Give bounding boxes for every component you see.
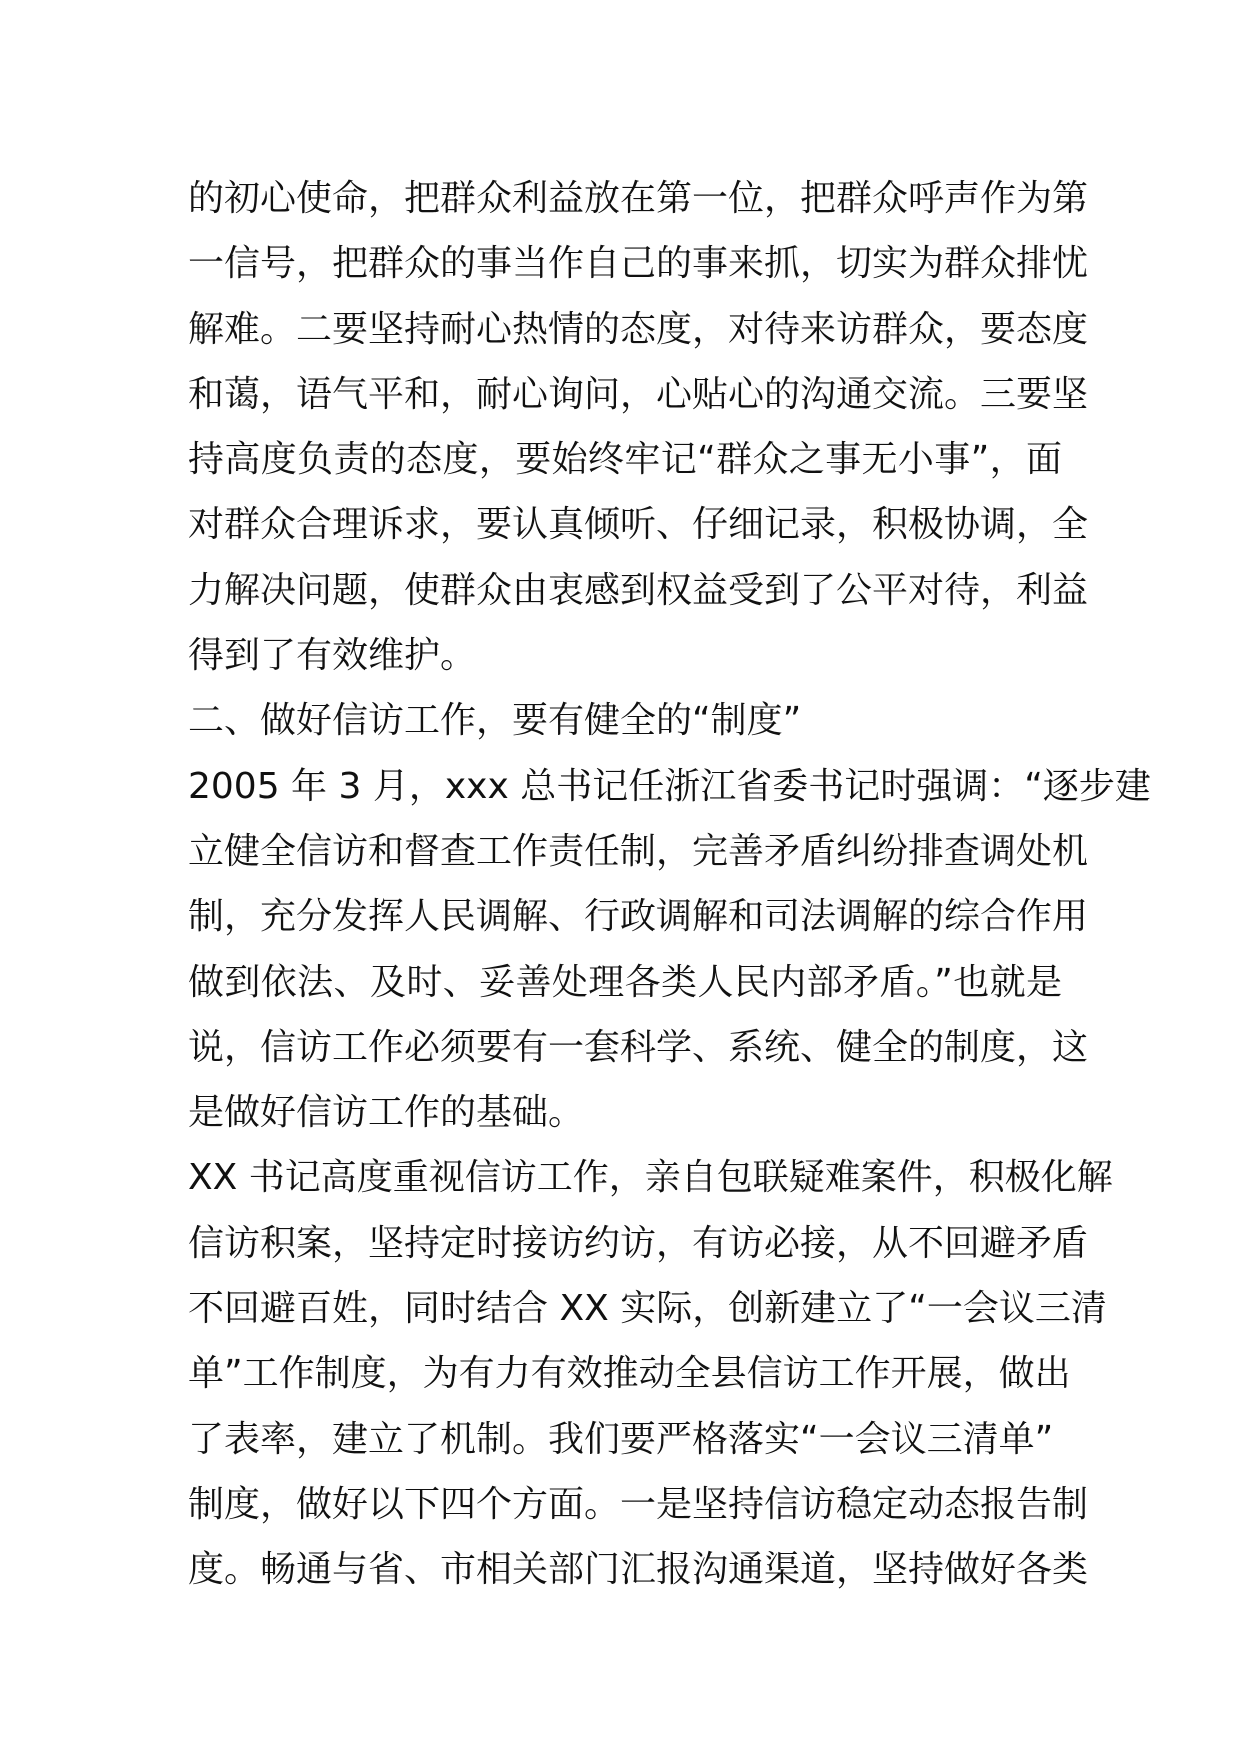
text-line: 2005 年 3 月，xxx 总书记任浙江省委书记时强调：“逐步建 [188, 765, 1151, 807]
text-line: 说，信访工作必须要有一套科学、系统、健全的制度，这 [188, 1026, 1089, 1068]
text-line: 做到依法、及时、妥善处理各类人民内部矛盾。”也就是 [188, 961, 1062, 1003]
text-line: XX 书记高度重视信访工作，亲自包联疑难案件，积极化解 [188, 1157, 1113, 1199]
text-line: 力解决问题，使群众由衷感到权益受到了公平对待，利益 [188, 569, 1089, 611]
text-line: 制度，做好以下四个方面。一是坚持信访稳定动态报告制 [188, 1483, 1089, 1525]
text-line: 得到了有效维护。 [188, 635, 477, 677]
text-line: 是做好信访工作的基础。 [188, 1092, 585, 1134]
text-line: 不回避百姓，同时结合 XX 实际，创新建立了“一会议三清 [188, 1288, 1107, 1330]
text-line: 对群众合理诉求，要认真倾听、仔细记录，积极协调，全 [188, 504, 1089, 546]
text-line: 持高度负责的态度，要始终牢记“群众之事无小事”，面 [188, 439, 1062, 481]
text-line: 单”工作制度，为有力有效推动全县信访工作开展，做出 [188, 1353, 1071, 1395]
text-line: 和蔼，语气平和，耐心询问，心贴心的沟通交流。三要坚 [188, 373, 1089, 415]
text-line: 一信号，把群众的事当作自己的事来抓，切实为群众排忧 [188, 243, 1089, 285]
text-line: 了表率，建立了机制。我们要严格落实“一会议三清单” [188, 1418, 1054, 1460]
text-line: 制，充分发挥人民调解、行政调解和司法调解的综合作用 [188, 896, 1089, 938]
text-line: 解难。二要坚持耐心热情的态度，对待来访群众，要态度 [188, 308, 1089, 350]
text-line: 信访积案，坚持定时接访约访，有访必接，从不回避矛盾 [188, 1222, 1089, 1264]
section-heading: 二、做好信访工作，要有健全的“制度” [188, 700, 802, 742]
body-text [188, 166, 1151, 1603]
text-line: 的初心使命，把群众利益放在第一位，把群众呼声作为第 [188, 178, 1089, 219]
text-line: 立健全信访和督查工作责任制，完善矛盾纠纷排查调处机 [188, 830, 1089, 872]
text-line: 度。畅通与省、市相关部门汇报沟通渠道，坚持做好各类 [188, 1549, 1089, 1591]
